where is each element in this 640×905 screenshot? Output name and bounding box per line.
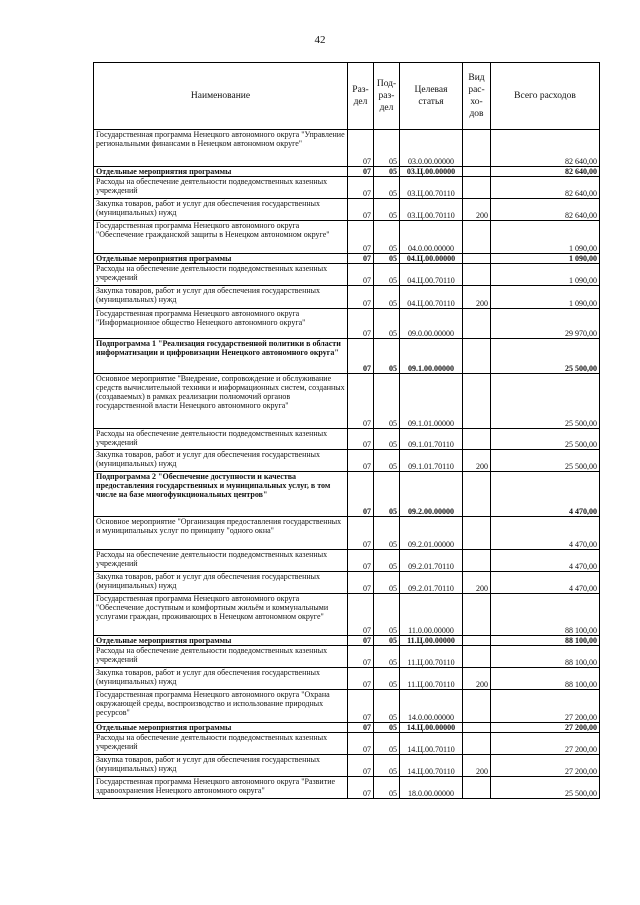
row-podrazdel: 05 — [374, 472, 400, 517]
row-total: 25 500,00 — [491, 450, 600, 472]
row-expense-type — [463, 594, 491, 636]
table-row — [94, 646, 600, 668]
row-name: Подпрограмма 2 "Обеспечение доступности и качества предоставления государственных и муниципальных услуг, в том числе на базе многофункциональных центров" — [94, 472, 348, 517]
row-target-article: 11.0.00.00000 — [400, 594, 463, 636]
row-podrazdel: 05 — [374, 339, 400, 374]
row-name: Государственная программа Ненецкого автономного округа "Информационное общество Ненецкого автономного округа" — [94, 309, 348, 339]
row-expense-type: 200 — [463, 286, 491, 309]
row-target-article: 04.Ц.00.70110 — [400, 264, 463, 286]
row-expense-type — [463, 646, 491, 668]
row-name: Закупка товаров, работ и услуг для обеспечения государственных (муниципальных) нужд — [94, 286, 348, 309]
row-razdel: 07 — [348, 550, 374, 572]
row-podrazdel: 05 — [374, 450, 400, 472]
row-podrazdel: 05 — [374, 777, 400, 799]
row-expense-type: 200 — [463, 450, 491, 472]
row-podrazdel: 05 — [374, 723, 400, 733]
row-name: Закупка товаров, работ и услуг для обеспечения государственных (муниципальных) нужд — [94, 572, 348, 594]
row-target-article: 09.1.01.70110 — [400, 450, 463, 472]
row-expense-type — [463, 221, 491, 254]
row-podrazdel: 05 — [374, 429, 400, 450]
row-podrazdel: 05 — [374, 550, 400, 572]
row-name: Расходы на обеспечение деятельности подведомственных казенных учреждений — [94, 733, 348, 755]
row-target-article: 11.Ц.00.70110 — [400, 646, 463, 668]
table-row — [94, 254, 600, 264]
budget-table — [93, 62, 600, 799]
row-expense-type — [463, 636, 491, 646]
row-expense-type — [463, 254, 491, 264]
row-name: Государственная программа Ненецкого автономного округа "Управление региональными финансами в Ненецком автономном округе" — [94, 130, 348, 167]
row-razdel: 07 — [348, 594, 374, 636]
row-name: Расходы на обеспечение деятельности подведомственных казенных учреждений — [94, 429, 348, 450]
row-razdel: 07 — [348, 755, 374, 777]
row-razdel: 07 — [348, 130, 374, 167]
row-total: 82 640,00 — [491, 199, 600, 221]
table-row — [94, 572, 600, 594]
row-podrazdel: 05 — [374, 668, 400, 690]
row-target-article: 14.0.00.00000 — [400, 690, 463, 723]
table-row — [94, 130, 600, 167]
row-expense-type: 200 — [463, 668, 491, 690]
row-name: Отдельные мероприятия программы — [94, 167, 348, 177]
row-total: 29 970,00 — [491, 309, 600, 339]
row-total: 27 200,00 — [491, 723, 600, 733]
row-podrazdel: 05 — [374, 733, 400, 755]
row-expense-type — [463, 517, 491, 550]
row-total: 4 470,00 — [491, 517, 600, 550]
header-total: Всего расходов — [491, 63, 600, 130]
table-row — [94, 339, 600, 374]
row-total: 1 090,00 — [491, 264, 600, 286]
header-target-article: Целевая статья — [400, 63, 463, 130]
table-row — [94, 264, 600, 286]
table-row — [94, 777, 600, 799]
table-row — [94, 733, 600, 755]
table-row — [94, 668, 600, 690]
row-razdel: 07 — [348, 777, 374, 799]
row-target-article: 09.1.00.00000 — [400, 339, 463, 374]
row-podrazdel: 05 — [374, 517, 400, 550]
row-razdel: 07 — [348, 286, 374, 309]
row-expense-type — [463, 777, 491, 799]
row-total: 88 100,00 — [491, 594, 600, 636]
row-total: 82 640,00 — [491, 167, 600, 177]
table-row — [94, 450, 600, 472]
row-razdel: 07 — [348, 723, 374, 733]
table-row — [94, 177, 600, 199]
row-total: 27 200,00 — [491, 690, 600, 723]
table-row — [94, 374, 600, 429]
row-total: 4 470,00 — [491, 572, 600, 594]
row-podrazdel: 05 — [374, 636, 400, 646]
row-name: Подпрограмма 1 "Реализация государственной политики в области информатизации и цифровизации Ненецкого автономного округа" — [94, 339, 348, 374]
row-razdel: 07 — [348, 472, 374, 517]
row-razdel: 07 — [348, 167, 374, 177]
row-expense-type — [463, 309, 491, 339]
row-name: Отдельные мероприятия программы — [94, 723, 348, 733]
row-expense-type: 200 — [463, 572, 491, 594]
row-name: Закупка товаров, работ и услуг для обеспечения государственных (муниципальных) нужд — [94, 450, 348, 472]
row-razdel: 07 — [348, 199, 374, 221]
row-name: Основное мероприятие "Организация предоставления государственных и муниципальных услуг по принципу "одного окна" — [94, 517, 348, 550]
row-total: 88 100,00 — [491, 636, 600, 646]
row-razdel: 07 — [348, 646, 374, 668]
row-target-article: 09.0.00.00000 — [400, 309, 463, 339]
row-expense-type — [463, 550, 491, 572]
row-expense-type — [463, 177, 491, 199]
table-row — [94, 723, 600, 733]
row-target-article: 03.Ц.00.70110 — [400, 199, 463, 221]
row-razdel: 07 — [348, 254, 374, 264]
table-row — [94, 221, 600, 254]
row-podrazdel: 05 — [374, 177, 400, 199]
row-total: 4 470,00 — [491, 472, 600, 517]
row-expense-type: 200 — [463, 199, 491, 221]
row-total: 1 090,00 — [491, 221, 600, 254]
row-podrazdel: 05 — [374, 286, 400, 309]
row-target-article: 14.Ц.00.70110 — [400, 755, 463, 777]
row-name: Расходы на обеспечение деятельности подведомственных казенных учреждений — [94, 264, 348, 286]
table-row — [94, 286, 600, 309]
row-razdel: 07 — [348, 517, 374, 550]
row-total: 27 200,00 — [491, 755, 600, 777]
row-total: 25 500,00 — [491, 429, 600, 450]
row-total: 1 090,00 — [491, 254, 600, 264]
row-target-article: 18.0.00.00000 — [400, 777, 463, 799]
row-podrazdel: 05 — [374, 374, 400, 429]
row-podrazdel: 05 — [374, 594, 400, 636]
table-row — [94, 167, 600, 177]
row-target-article: 11.Ц.00.70110 — [400, 668, 463, 690]
row-podrazdel: 05 — [374, 199, 400, 221]
row-podrazdel: 05 — [374, 309, 400, 339]
row-podrazdel: 05 — [374, 130, 400, 167]
row-razdel: 07 — [348, 221, 374, 254]
row-total: 1 090,00 — [491, 286, 600, 309]
header-name: Наименование — [94, 63, 348, 130]
row-name: Основное мероприятие "Внедрение, сопровождение и обслуживание средств вычислительной техники и информационных систем, созданных (создаваемых) в рамках реализации полномочий органов государственной власти Ненецкого автономного округа" — [94, 374, 348, 429]
row-razdel: 07 — [348, 374, 374, 429]
row-total: 82 640,00 — [491, 177, 600, 199]
row-name: Закупка товаров, работ и услуг для обеспечения государственных (муниципальных) нужд — [94, 755, 348, 777]
row-expense-type — [463, 723, 491, 733]
row-total: 82 640,00 — [491, 130, 600, 167]
row-expense-type: 200 — [463, 755, 491, 777]
row-podrazdel: 05 — [374, 254, 400, 264]
row-podrazdel: 05 — [374, 572, 400, 594]
row-razdel: 07 — [348, 264, 374, 286]
table-row — [94, 690, 600, 723]
row-target-article: 04.Ц.00.00000 — [400, 254, 463, 264]
header-razdel: Раз- дел — [348, 63, 374, 130]
row-target-article: 09.2.00.00000 — [400, 472, 463, 517]
table-row — [94, 199, 600, 221]
row-razdel: 07 — [348, 636, 374, 646]
row-name: Отдельные мероприятия программы — [94, 636, 348, 646]
row-expense-type — [463, 472, 491, 517]
row-podrazdel: 05 — [374, 646, 400, 668]
row-name: Государственная программа Ненецкого автономного округа "Охрана окружающей среды, воспроизводство и использование природных ресурсов" — [94, 690, 348, 723]
row-target-article: 09.1.01.00000 — [400, 374, 463, 429]
row-podrazdel: 05 — [374, 221, 400, 254]
row-target-article: 04.Ц.00.70110 — [400, 286, 463, 309]
header-podrazdel: Под- раз- дел — [374, 63, 400, 130]
row-razdel: 07 — [348, 572, 374, 594]
row-razdel: 07 — [348, 690, 374, 723]
row-name: Расходы на обеспечение деятельности подведомственных казенных учреждений — [94, 646, 348, 668]
row-name: Государственная программа Ненецкого автономного округа "Обеспечение гражданской защиты в Ненецком автономном округе" — [94, 221, 348, 254]
row-expense-type — [463, 690, 491, 723]
table-row — [94, 550, 600, 572]
row-razdel: 07 — [348, 309, 374, 339]
row-expense-type — [463, 264, 491, 286]
table-row — [94, 594, 600, 636]
row-name: Расходы на обеспечение деятельности подведомственных казенных учреждений — [94, 177, 348, 199]
row-total: 4 470,00 — [491, 550, 600, 572]
row-target-article: 14.Ц.00.00000 — [400, 723, 463, 733]
row-razdel: 07 — [348, 450, 374, 472]
row-target-article: 11.Ц.00.00000 — [400, 636, 463, 646]
row-target-article: 03.Ц.00.70110 — [400, 177, 463, 199]
row-podrazdel: 05 — [374, 690, 400, 723]
table-row — [94, 636, 600, 646]
row-expense-type — [463, 429, 491, 450]
row-target-article: 03.Ц.00.00000 — [400, 167, 463, 177]
row-total: 88 100,00 — [491, 668, 600, 690]
row-target-article: 09.2.01.70110 — [400, 572, 463, 594]
row-expense-type — [463, 733, 491, 755]
row-name: Отдельные мероприятия программы — [94, 254, 348, 264]
row-podrazdel: 05 — [374, 755, 400, 777]
row-total: 88 100,00 — [491, 646, 600, 668]
row-target-article: 03.0.00.00000 — [400, 130, 463, 167]
row-expense-type — [463, 167, 491, 177]
row-target-article: 09.2.01.00000 — [400, 517, 463, 550]
row-name: Государственная программа Ненецкого автономного округа "Развитие здравоохранения Ненецкого автономного округа" — [94, 777, 348, 799]
row-podrazdel: 05 — [374, 264, 400, 286]
row-razdel: 07 — [348, 339, 374, 374]
row-expense-type — [463, 130, 491, 167]
table-header-row — [94, 63, 600, 130]
row-total: 25 500,00 — [491, 777, 600, 799]
table-row — [94, 755, 600, 777]
row-expense-type — [463, 339, 491, 374]
row-name: Расходы на обеспечение деятельности подведомственных казенных учреждений — [94, 550, 348, 572]
row-target-article: 09.2.01.70110 — [400, 550, 463, 572]
row-razdel: 07 — [348, 733, 374, 755]
row-total: 25 500,00 — [491, 374, 600, 429]
table-row — [94, 517, 600, 550]
row-expense-type — [463, 374, 491, 429]
row-target-article: 09.1.01.70110 — [400, 429, 463, 450]
row-razdel: 07 — [348, 668, 374, 690]
table-row — [94, 429, 600, 450]
table-row — [94, 309, 600, 339]
row-total: 25 500,00 — [491, 339, 600, 374]
row-target-article: 04.0.00.00000 — [400, 221, 463, 254]
row-razdel: 07 — [348, 177, 374, 199]
page-number: 42 — [314, 34, 326, 46]
row-razdel: 07 — [348, 429, 374, 450]
row-target-article: 14.Ц.00.70110 — [400, 733, 463, 755]
table-body — [94, 130, 600, 799]
row-name: Закупка товаров, работ и услуг для обеспечения государственных (муниципальных) нужд — [94, 668, 348, 690]
header-expense-type: Вид рас- хо- дов — [463, 63, 491, 130]
row-podrazdel: 05 — [374, 167, 400, 177]
row-total: 27 200,00 — [491, 733, 600, 755]
table-row — [94, 472, 600, 517]
row-name: Государственная программа Ненецкого автономного округа "Обеспечение доступным и комфортным жильём и коммунальными услугами граждан, проживающих в Ненецком автономном округе" — [94, 594, 348, 636]
row-name: Закупка товаров, работ и услуг для обеспечения государственных (муниципальных) нужд — [94, 199, 348, 221]
